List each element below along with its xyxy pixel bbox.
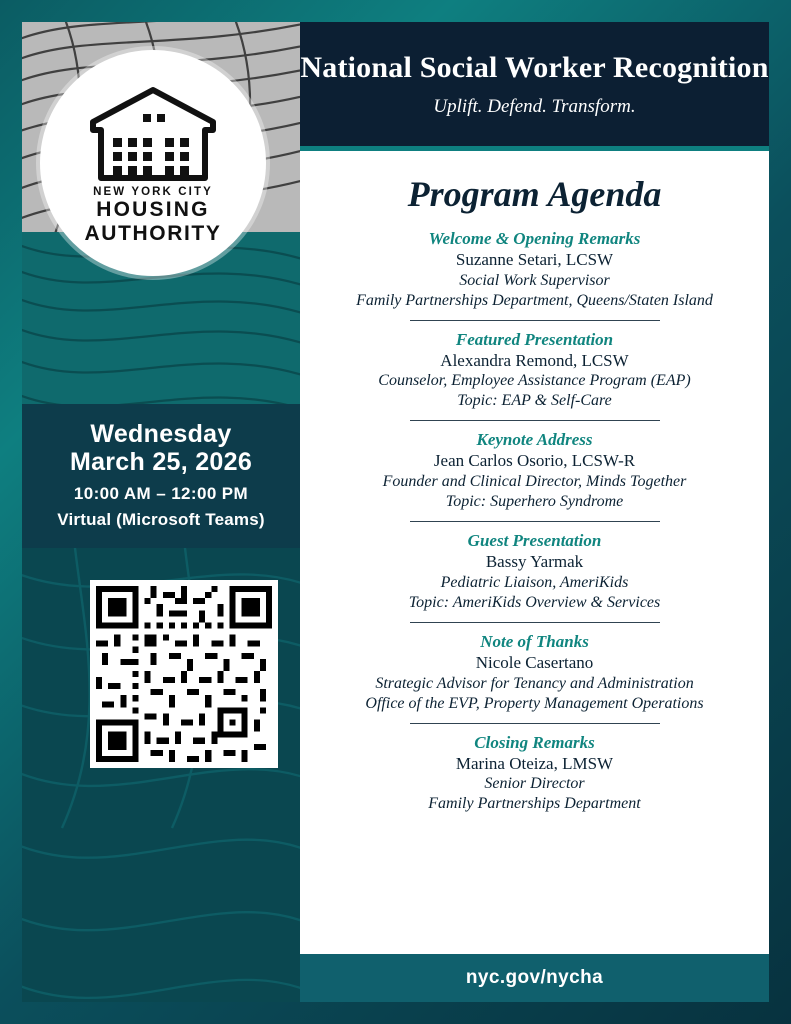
event-location: Virtual (Microsoft Teams) <box>57 510 265 529</box>
agenda-title: Program Agenda <box>407 174 662 214</box>
page-subtitle: Uplift. Defend. Transform. <box>433 95 636 117</box>
agenda-item-line2: Topic: Superhero Syndrome <box>445 493 624 511</box>
agenda-item-line2: Topic: AmeriKids Overview & Services <box>408 593 661 611</box>
agenda-item-name: Suzanne Setari, LCSW <box>455 250 614 269</box>
event-time: 10:00 AM – 12:00 PM <box>73 484 249 503</box>
agenda-item <box>316 531 753 613</box>
agenda-item <box>316 229 753 311</box>
logo-line-2: HOUSING <box>96 198 210 222</box>
agenda-item-line1: Social Work Supervisor <box>459 271 610 289</box>
logo-wordmark <box>85 186 222 245</box>
event-details <box>22 404 300 548</box>
agenda-item-heading: Closing Remarks <box>474 732 595 752</box>
event-day: Wednesday <box>90 420 232 448</box>
agenda-item-line2: Office of the EVP, Property Management Operations <box>365 694 704 712</box>
building-icon <box>87 86 219 182</box>
poster-inner-frame <box>22 22 769 1002</box>
agenda-item-line1: Counselor, Employee Assistance Program (EAP) <box>378 372 691 390</box>
agenda-item-line2: Topic: EAP & Self-Care <box>457 392 612 410</box>
agenda-item-line2: Family Partnerships Department, Queens/Staten Island <box>356 291 713 309</box>
agenda-divider <box>410 723 660 724</box>
agenda-divider <box>410 420 660 421</box>
agenda-item-name: Jean Carlos Osorio, LCSW-R <box>433 451 636 471</box>
agenda-item <box>316 330 753 412</box>
footer-url[interactable]: nyc.gov/nycha <box>465 967 604 988</box>
nycha-logo <box>40 50 266 276</box>
agenda-item-heading: Featured Presentation <box>455 329 614 349</box>
logo-line-1: NEW YORK CITY <box>93 186 213 199</box>
agenda-item <box>316 632 753 714</box>
qr-code[interactable] <box>90 580 278 768</box>
agenda-item <box>316 733 753 815</box>
agenda-item-heading: Note of Thanks <box>480 631 589 651</box>
poster-header <box>300 22 769 146</box>
logo-line-3: AUTHORITY <box>84 222 222 245</box>
agenda-divider <box>410 521 660 522</box>
agenda-item-heading: Welcome & Opening Remarks <box>428 229 641 248</box>
agenda-item-heading: Guest Presentation <box>467 531 602 551</box>
header-divider <box>300 146 769 151</box>
agenda-item-name: Marina Oteiza, LMSW <box>455 753 614 773</box>
agenda-divider <box>410 320 660 321</box>
agenda-item-name: Alexandra Remond, LCSW <box>440 350 629 370</box>
left-column <box>22 22 300 1002</box>
page-title: National Social Worker Recognition <box>300 50 769 84</box>
agenda-item-name: Bassy Yarmak <box>485 552 584 572</box>
agenda-item-heading: Keynote Address <box>476 430 593 450</box>
agenda-item-line1: Pediatric Liaison, AmeriKids <box>440 573 629 591</box>
qr-code-icon <box>96 586 272 762</box>
agenda-item-name: Nicole Casertano <box>475 652 594 672</box>
agenda-item-line1: Strategic Advisor for Tenancy and Administration <box>375 674 694 692</box>
agenda-item-line1: Senior Director <box>484 775 585 793</box>
footer <box>300 954 769 1002</box>
agenda-item <box>316 430 753 512</box>
agenda-item-line2: Family Partnerships Department <box>428 795 641 813</box>
agenda-list <box>300 229 769 814</box>
event-date: March 25, 2026 <box>69 448 253 476</box>
agenda-divider <box>410 622 660 623</box>
right-column <box>300 22 769 1002</box>
agenda-item-line1: Founder and Clinical Director, Minds Together <box>382 473 687 491</box>
